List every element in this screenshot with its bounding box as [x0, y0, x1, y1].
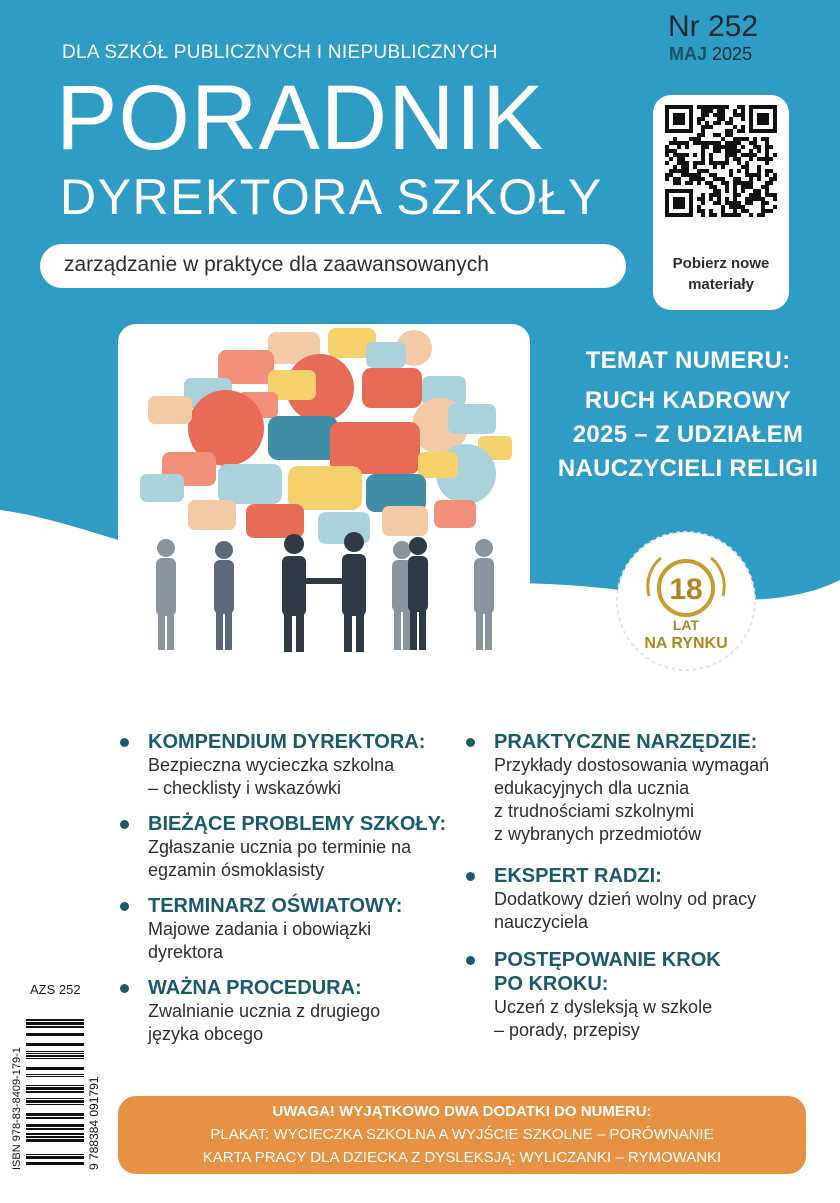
item-desc-line: dyrektora: [148, 942, 224, 962]
list-item-compendium[interactable]: [148, 730, 425, 800]
qr-card[interactable]: [653, 95, 789, 310]
illustration-card: [118, 324, 530, 664]
item-desc-line: nauczyciela: [494, 912, 589, 932]
people-silhouettes: [156, 532, 494, 652]
issue-year: 2025: [712, 44, 753, 64]
bullet-icon: [120, 902, 129, 911]
magazine-subtitle: DYREKTORA SZKOŁY: [60, 169, 603, 225]
issue-number: Nr 252: [668, 10, 759, 43]
slogan-pill: [40, 244, 626, 288]
notice-line2: PLAKAT: WYCIECZKA SZKOLNA A WYJŚCIE SZKOLNE – PORÓWNANIE: [210, 1126, 714, 1143]
item-desc-line: Dodatkowy dzień wolny od pracy: [494, 889, 757, 909]
item-desc-line: Przykłady dostosowania wymagań: [494, 755, 770, 775]
list-item-procedure[interactable]: [148, 976, 380, 1046]
issue-month: MAJ: [669, 44, 708, 64]
item-desc-line: z wybranych przedmiotów: [494, 824, 702, 844]
tagline: DLA SZKÓŁ PUBLICZNYCH I NIEPUBLICZNYCH: [62, 42, 498, 63]
bullet-icon: [466, 956, 475, 965]
badge-line2: NA RYNKU: [644, 635, 728, 652]
qr-caption: [653, 253, 789, 295]
list-item-expert[interactable]: [494, 864, 756, 934]
item-desc-line: Zwalnianie ucznia z drugiego: [148, 1001, 381, 1021]
bullet-icon: [120, 820, 129, 829]
item-heading-line2: PO KROKU:: [494, 973, 609, 995]
item-desc-line: – porady, przepisy: [494, 1020, 640, 1040]
item-heading: BIEŻĄCE PROBLEMY SZKOŁY:: [148, 813, 447, 835]
list-item-practical-tool[interactable]: [494, 730, 769, 846]
item-heading: KOMPENDIUM DYREKTORA:: [148, 731, 426, 753]
magazine-title: PORADNIK: [56, 67, 545, 169]
anniversary-badge: [615, 530, 757, 672]
badge-number: 18: [669, 573, 703, 606]
slogan-text: zarządzanie w praktyce dla zaawansowanych: [64, 253, 489, 276]
badge-line1: LAT: [672, 617, 700, 633]
supplement-notice: [118, 1096, 806, 1174]
item-heading: POSTĘPOWANIE KROK: [494, 949, 721, 971]
item-desc-line: edukacyjnych dla ucznia: [494, 778, 690, 798]
item-desc-line: Majowe zadania i obowiązki: [148, 919, 372, 939]
qr-caption-line2: materiały: [688, 276, 754, 293]
bullet-icon: [466, 738, 475, 747]
item-heading: TERMINARZ OŚWIATOWY:: [148, 895, 403, 917]
topic-label: TEMAT NUMERU:: [585, 347, 791, 374]
issue-topic: [540, 344, 836, 486]
item-heading: WAŻNA PROCEDURA:: [148, 977, 362, 999]
qr-caption-line1: Pobierz nowe: [672, 255, 770, 272]
item-desc-line: z trudnościami szkolnymi: [494, 801, 695, 821]
item-desc-line: Bezpieczna wycieczka szkolna: [148, 755, 395, 775]
notice-line3: KARTA PRACY DLA DZIECKA Z DYSLEKSJĄ: WYLICZANKI – RYMOWANKI: [202, 1149, 722, 1166]
notice-line1: UWAGA! WYJĄTKOWO DWA DODATKI DO NUMERU:: [272, 1103, 652, 1120]
topic-line3: NAUCZYCIELI RELIGII: [557, 455, 819, 482]
item-desc-line: egzamin ósmoklasisty: [148, 860, 325, 880]
bullet-icon: [120, 738, 129, 747]
topic-line1: RUCH KADROWY: [584, 387, 792, 414]
list-item-step-by-step[interactable]: [494, 948, 721, 1042]
item-heading: EKSPERT RADZI:: [494, 865, 662, 887]
item-heading: PRAKTYCZNE NARZĘDZIE:: [494, 731, 758, 753]
item-desc-line: Zgłaszanie ucznia po terminie na: [148, 837, 412, 857]
list-item-current-problems[interactable]: [148, 812, 446, 882]
list-item-schedule[interactable]: [148, 894, 402, 964]
issue-date: [669, 44, 752, 65]
barcode-digits: 9 788384 091791: [87, 1076, 101, 1170]
item-desc-line: języka obcego: [148, 1024, 264, 1044]
isbn-barcode: [10, 1002, 102, 1172]
bullet-icon: [466, 872, 475, 881]
speech-bubbles: [140, 328, 512, 544]
topic-line2: 2025 – Z UDZIAŁEM: [572, 421, 804, 448]
product-code: AZS 252: [30, 982, 81, 997]
item-desc-line: – checklisty i wskazówki: [148, 778, 342, 798]
isbn-text: ISBN 978-83-8409-179-1: [11, 1047, 23, 1170]
qr-code-icon[interactable]: [665, 105, 777, 217]
bullet-icon: [120, 984, 129, 993]
item-desc-line: Uczeń z dysleksją w szkole: [494, 997, 713, 1017]
speech-bubbles-people-illustration: [118, 324, 530, 664]
barcode-bars: [26, 1019, 84, 1165]
